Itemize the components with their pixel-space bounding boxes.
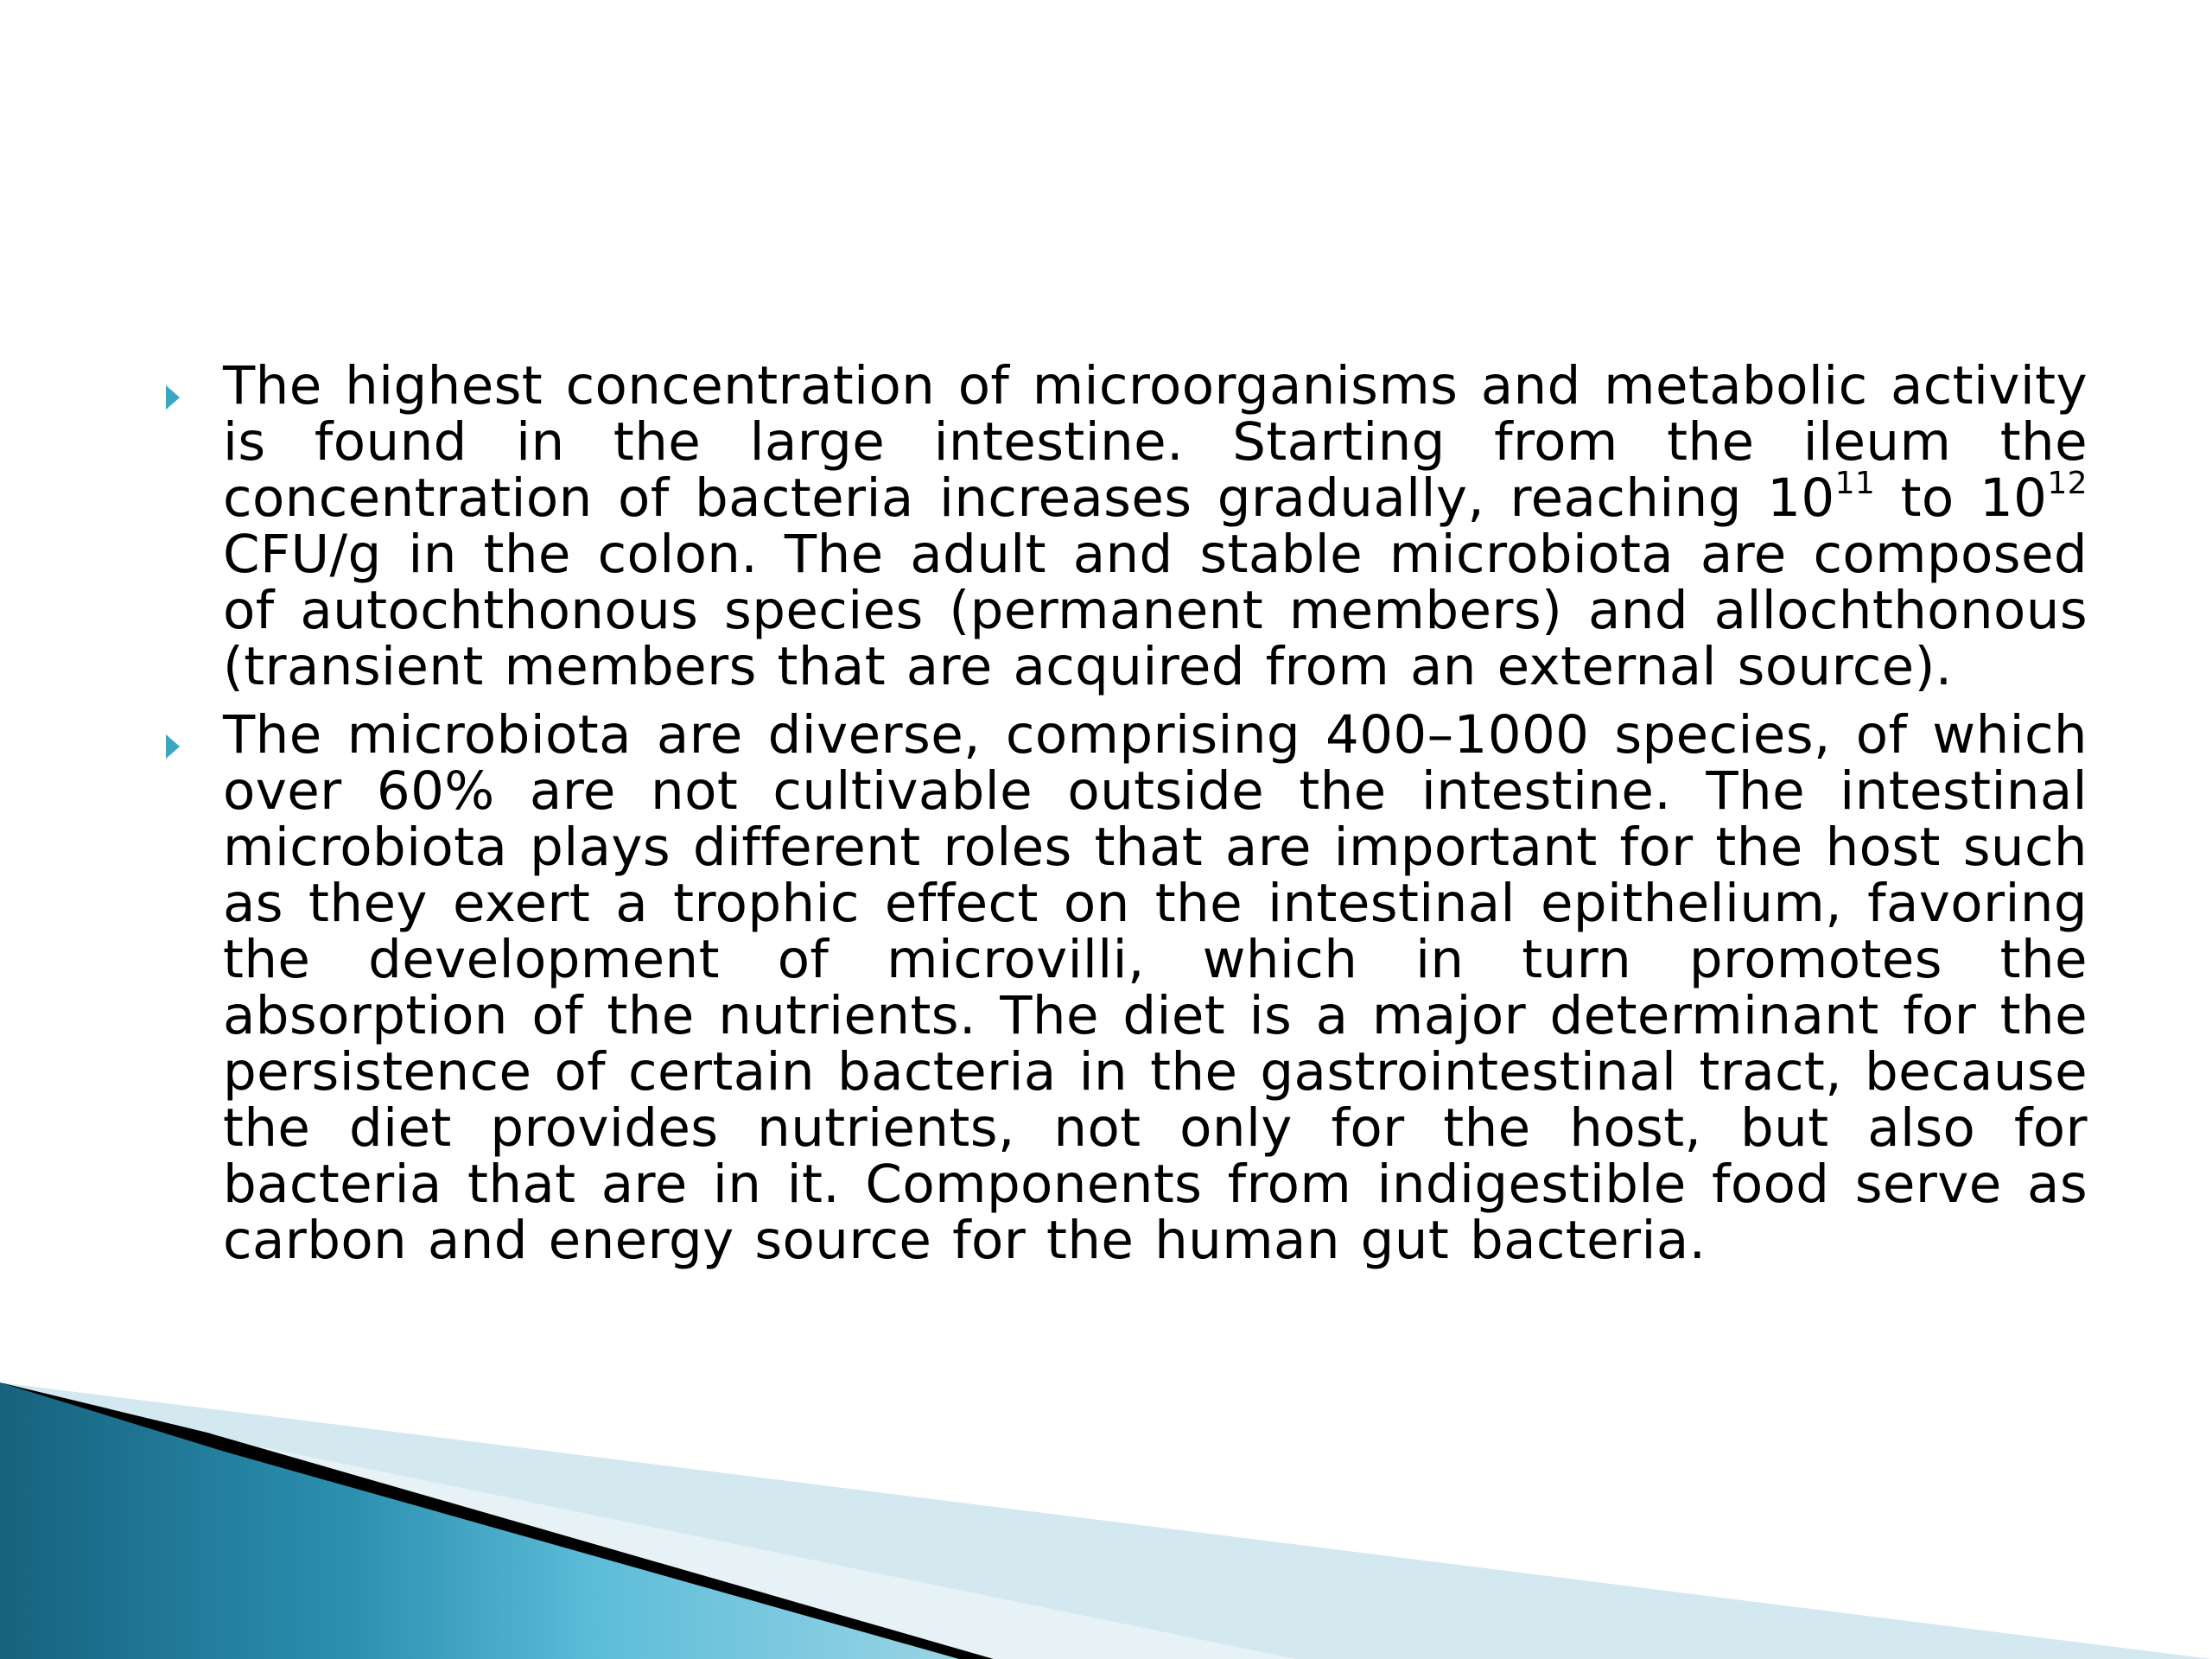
bullet-item bbox=[154, 355, 2088, 697]
bullet-text-segment: CFU/g in the colon. The adult and stable microbiota are composed of autochthonous species (permanent members) and allochthonous (transient members that are acquired from an external source). bbox=[223, 524, 2088, 697]
superscript-exponent: 11 bbox=[1834, 466, 1876, 501]
slide-content bbox=[154, 355, 2088, 1281]
bullet-text bbox=[223, 704, 2088, 1271]
bullet-text bbox=[223, 355, 2088, 697]
decorative-wave-graphic bbox=[0, 1382, 2212, 1659]
bullet-text-segment: The microbiota are diverse, comprising 400–1000 species, of which over 60% are not cultivable outside the intestine. The intestinal microbiota plays different roles that are important for the host such as they exert a trophic effect on the intestinal epithelium, favoring the development of microvilli, which in turn promotes the absorption of the nutrients. The diet is a major determinant for the persistence of certain bacteria in the gastrointestinal tract, because the diet provides nutrients, not only for the host, but also for bacteria that are in it. Components from indigestible food serve as carbon and energy source for the human gut bacteria. bbox=[223, 704, 2088, 1271]
bullet-item bbox=[154, 704, 2088, 1271]
bullet-text-segment: The highest concentration of microorganisms and metabolic activity is found in the large intestine. Starting from the ileum the concentration of bacteria increases gradually, reaching 10 bbox=[223, 355, 2088, 529]
triangle-bullet-icon bbox=[166, 734, 180, 759]
superscript-exponent: 12 bbox=[2047, 466, 2088, 501]
triangle-bullet-icon bbox=[166, 385, 180, 410]
bullet-text-segment: to 10 bbox=[1875, 467, 2048, 529]
